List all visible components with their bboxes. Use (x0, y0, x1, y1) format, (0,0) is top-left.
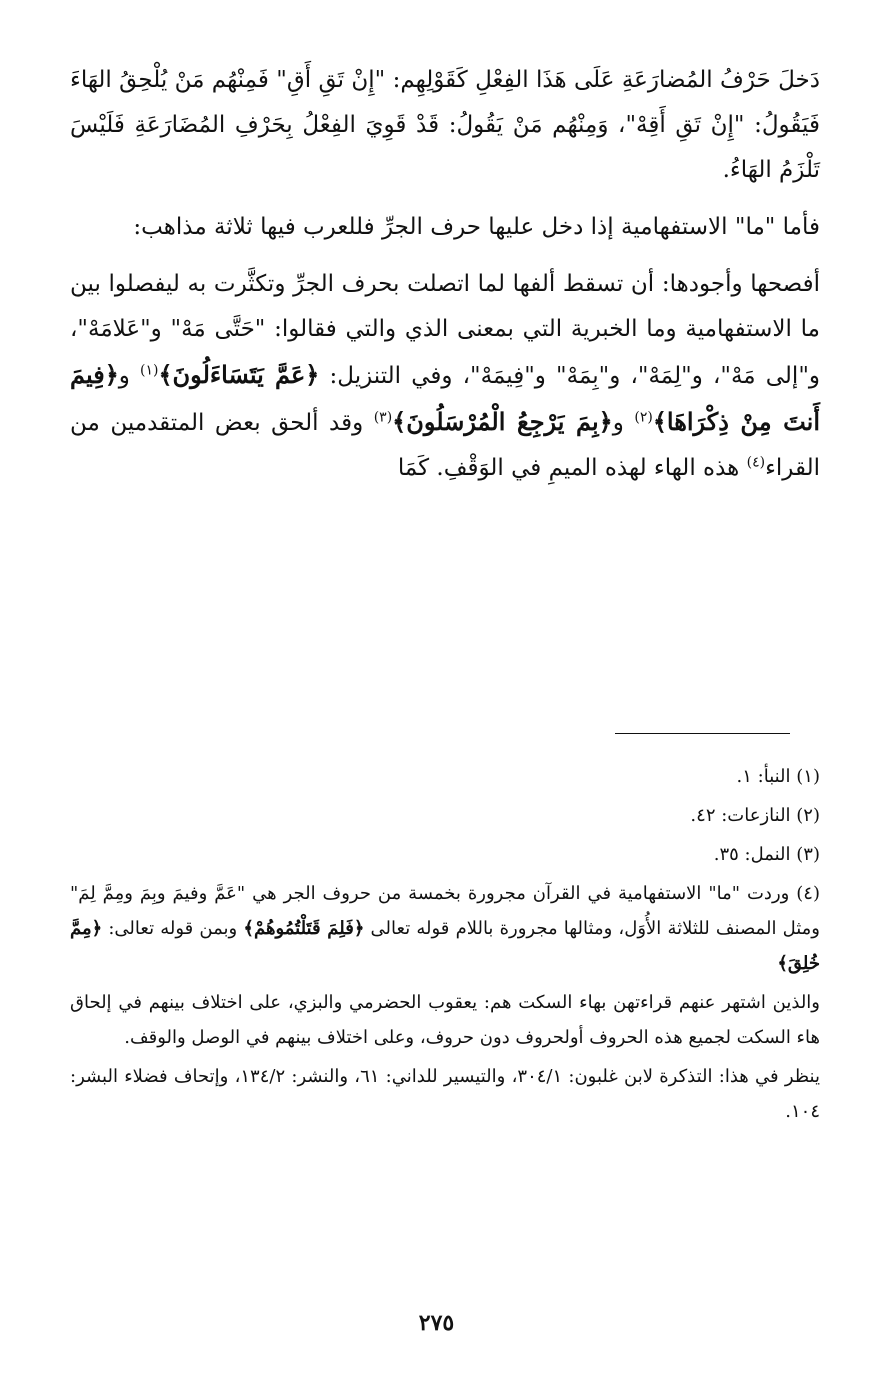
paragraph-3 (70, 262, 820, 491)
footnote-4-text: (٤) وردت "ما" الاستفهامية في القرآن مجرورة بخمسة من حروف الجر هي "عَمَّ وفيمَ وبِمَ ومِمَّ لِمَ" ومثل المصنف للثلاثة الأُوَل، ومثالها مجرورة باللام قوله تعالى (70, 883, 820, 939)
footnote-4-sources: ينظر في هذا: التذكرة لابن غلبون: ٣٠٤/١، والتيسير للداني: ٦١، والنشر: ١٣٤/٢، وإتحاف فضلاء البشر: ١٠٤. (70, 1066, 820, 1122)
footnote-2: (٢) النازعات: ٤٢. (690, 805, 820, 826)
quran-quote-3: ﴿بِمَ يَرْجِعُ الْمُرْسَلُونَ﴾ (392, 407, 613, 436)
quran-quote-2: ﴿فِيمَ أَنتَ مِنْ ذِكْرَاهَا﴾ (70, 360, 821, 436)
quran-quote-1: ﴿عَمَّ يَتَسَاءَلُونَ﴾ (158, 360, 320, 389)
paragraph-2: فأما "ما" الاستفهامية إذا دخل عليها حرف الجرِّ فللعرب فيها ثلاثة مذاهب: (133, 214, 820, 240)
footnote-ref-1: (١) (140, 362, 159, 379)
main-text (70, 58, 820, 503)
page-number: ٢٧٥ (418, 1310, 455, 1336)
footnote-4-text-cont: وبمن قوله تعالى: (108, 918, 238, 939)
footnote-ref-4: (٤) (746, 454, 766, 471)
footnote-divider (615, 733, 790, 734)
paragraph-1: دَخلَ حَرْفُ المُضارَعَةِ عَلَى هَذَا الفِعْلِ كَقَوْلِهِم: "إِنْ تَقِ أَقِ" فَمِنْهُم مَنْ يُلْحِقُ الهَاءَ فَيَقُولُ: "إِنْ تَقِ أَقِهْ"، وَمِنْهُم مَنْ يَقُولُ: قَدْ قَوِيَ الفِعْلُ بِحَرْفِ المُضَارَعَةِ فَلَيْسَ تَلْزَمُ الهَاءُ. (70, 67, 820, 183)
paragraph-3-end: هذه الهاء لهذه الميمِ في الوَقْفِ. كَمَا (397, 455, 740, 481)
paragraph-3-continuation: وقد ألحق بعض المتقدمين من القراء (70, 410, 820, 481)
footnote-1: (١) النبأ: ١. (736, 766, 820, 787)
footnote-3: (٣) النمل: ٣٥. (713, 844, 820, 865)
conjunction: و (612, 410, 635, 436)
footnote-ref-3: (٣) (373, 409, 393, 426)
paragraph-3-text: أفصحها وأجودها: أن تسقط ألفها لما اتصلت بحرف الجرِّ وتكثَّرت به ليفصلوا بين ما الاستفهامية وما الخبرية التي بمعنى الذي والتي فقالوا: "حَتَّى مَهْ" و"عَلامَهْ"، و"إلى مَهْ"، و"لِمَهْ"، و"بِمَهْ" و"فِيمَهْ"، وفي التنزيل: (70, 271, 821, 389)
conjunction: و (118, 363, 141, 389)
footnote-quote-2: ﴿مِمَّ خُلِقَ﴾ (70, 918, 820, 974)
footnote-quote-1: ﴿فَلِمَ قَتَلْتُمُوهُمْ﴾ (243, 918, 365, 939)
footnote-4 (70, 876, 820, 981)
footnote-ref-2: (٢) (634, 409, 653, 426)
footnotes (70, 755, 820, 1133)
footnote-4-readers: والذين اشتهر عنهم قراءتهن بهاء السكت هم: يعقوب الحضرمي والبزي، على اختلاف بينهم في إلحاق هاء السكت لجميع هذه الحروف أولحروف دون حروف، وعلى اختلاف بينهم في الوصل والوقف. (70, 992, 820, 1048)
